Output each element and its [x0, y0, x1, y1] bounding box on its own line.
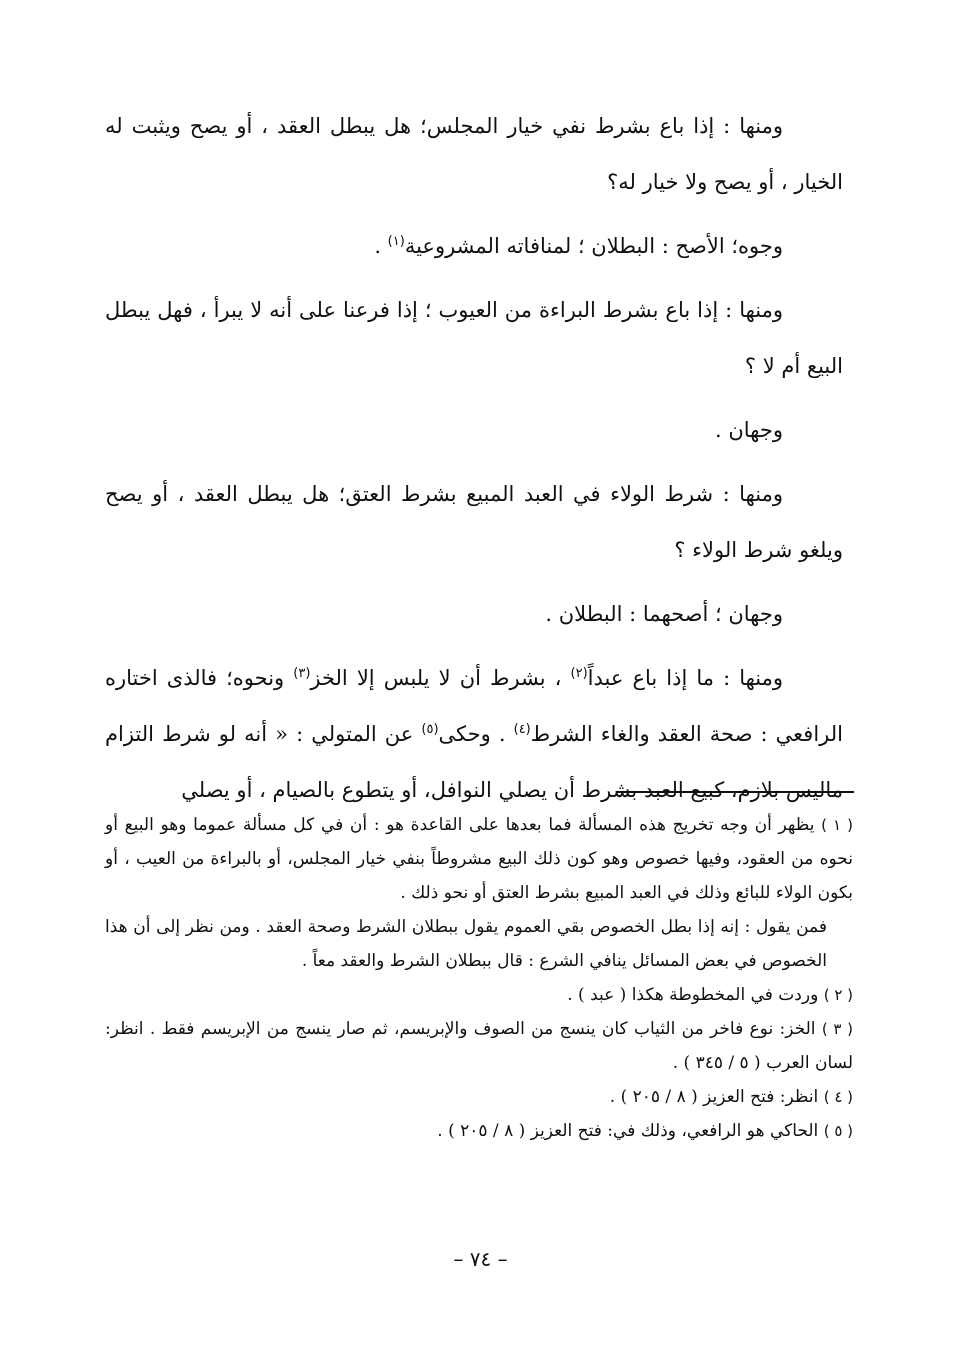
- footnote-text: وردت في المخطوطة هكذا ( عبد ) .: [567, 985, 824, 1005]
- footnote-number: ( ٣ ): [821, 1020, 853, 1038]
- footnote-ref[interactable]: (٢): [570, 666, 588, 681]
- paragraph-text: ومنها : إذا باع بشرط البراءة من العيوب ؛ إذا فرعنا على أنه لا يبرأ ، فهل يبطل البيع أم لا ؟: [105, 298, 843, 378]
- footnote-text: الحاكي هو الرافعي، وذلك في: فتح العزيز ( ٨ / ٢٠٥ ) .: [437, 1121, 824, 1141]
- footnote-text: يظهر أن وجه تخريج هذه المسألة فما بعدها على القاعدة هو : أن في كل مسألة عموما وهو البيع أو نحوه من العقود، وفيها خصوص وهو كون ذلك البيع مشروطاً بنفي خيار المجلس، أو بالبراءة من العيب ، أو بكون الولاء للبائع وذلك في العبد المبيع بشرط العتق أو نحو ذلك .: [105, 815, 853, 903]
- footnote-text: انظر: فتح العزيز ( ٨ / ٢٠٥ ) .: [609, 1087, 824, 1107]
- footnote-item: [105, 1012, 853, 1080]
- paragraph-text: وجوه؛ الأصح : البطلان ؛ لمنافاته المشروعية: [404, 234, 783, 258]
- paragraph-text: ومنها : إذا باع بشرط نفي خيار المجلس؛ هل يبطل العقد ، أو يصح ويثبت له الخيار ، أو يصح ولا خيار له؟: [105, 114, 843, 194]
- paragraph-text: وجهان .: [715, 418, 783, 442]
- paragraph: [105, 98, 843, 210]
- paragraph: [105, 282, 843, 394]
- footnote-item: [105, 808, 853, 910]
- paragraph-text: ومنها : ما إذا باع عبداً: [587, 666, 784, 690]
- footnote-item: [105, 1080, 853, 1114]
- paragraph-text: عن المتولي : « أنه لو شرط التزام ماليس بلازم، كبيع العبد بشرط أن يصلي النوافل، أو يتطوع بالصيام ، أو يصلي: [105, 722, 843, 802]
- footnote-item: [105, 978, 853, 1012]
- main-text: [105, 98, 843, 818]
- footnote-number: ( ٢ ): [823, 986, 853, 1004]
- footnote-ref[interactable]: (٣): [293, 666, 311, 681]
- paragraph: [105, 402, 843, 458]
- footnotes: [105, 808, 853, 1148]
- paragraph: [105, 586, 843, 642]
- paragraph: [105, 218, 843, 274]
- footnote-item: [105, 1114, 853, 1148]
- paragraph-text: . وحكى: [438, 722, 514, 746]
- footnote-item: [105, 910, 853, 978]
- footnote-divider: [616, 791, 854, 793]
- paragraph-text: ونحوه؛ فالذى اختاره الرافعي : صحة العقد والغاء الشرط: [105, 666, 843, 746]
- paragraph-text: .: [374, 234, 388, 258]
- paragraph-text: ومنها : شرط الولاء في العبد المبيع بشرط العتق؛ هل يبطل العقد ، أو يصح ويلغو شرط الولاء ؟: [105, 482, 843, 562]
- footnote-number: ( ٥ ): [823, 1122, 853, 1140]
- footnote-ref[interactable]: (٤): [513, 722, 531, 737]
- footnote-number: ( ٤ ): [823, 1088, 853, 1106]
- footnote-text: الخز: نوع فاخر من الثياب كان ينسج من الصوف والإبريسم، ثم صار ينسج من الإبريسم فقط . انظر: لسان العرب ( ٥ / ٣٤٥ ) .: [105, 1019, 853, 1073]
- footnote-ref[interactable]: (١): [387, 234, 405, 249]
- paragraph-text: وجهان ؛ أصحهما : البطلان .: [545, 602, 783, 626]
- page-number: – ٧٤ –: [453, 1247, 508, 1271]
- footnote-number: ( ١ ): [821, 816, 853, 834]
- paragraph-text: ، بشرط أن لا يلبس إلا الخز: [310, 666, 571, 690]
- footnote-ref[interactable]: (٥): [421, 722, 439, 737]
- paragraph: [105, 466, 843, 578]
- footnote-text: فمن يقول : إنه إذا بطل الخصوص بقي العموم يقول ببطلان الشرط وصحة العقد . ومن نظر إلى أن هذا الخصوص في بعض المسائل ينافي الشرع : قال ببطلان الشرط والعقد معاً .: [105, 917, 827, 971]
